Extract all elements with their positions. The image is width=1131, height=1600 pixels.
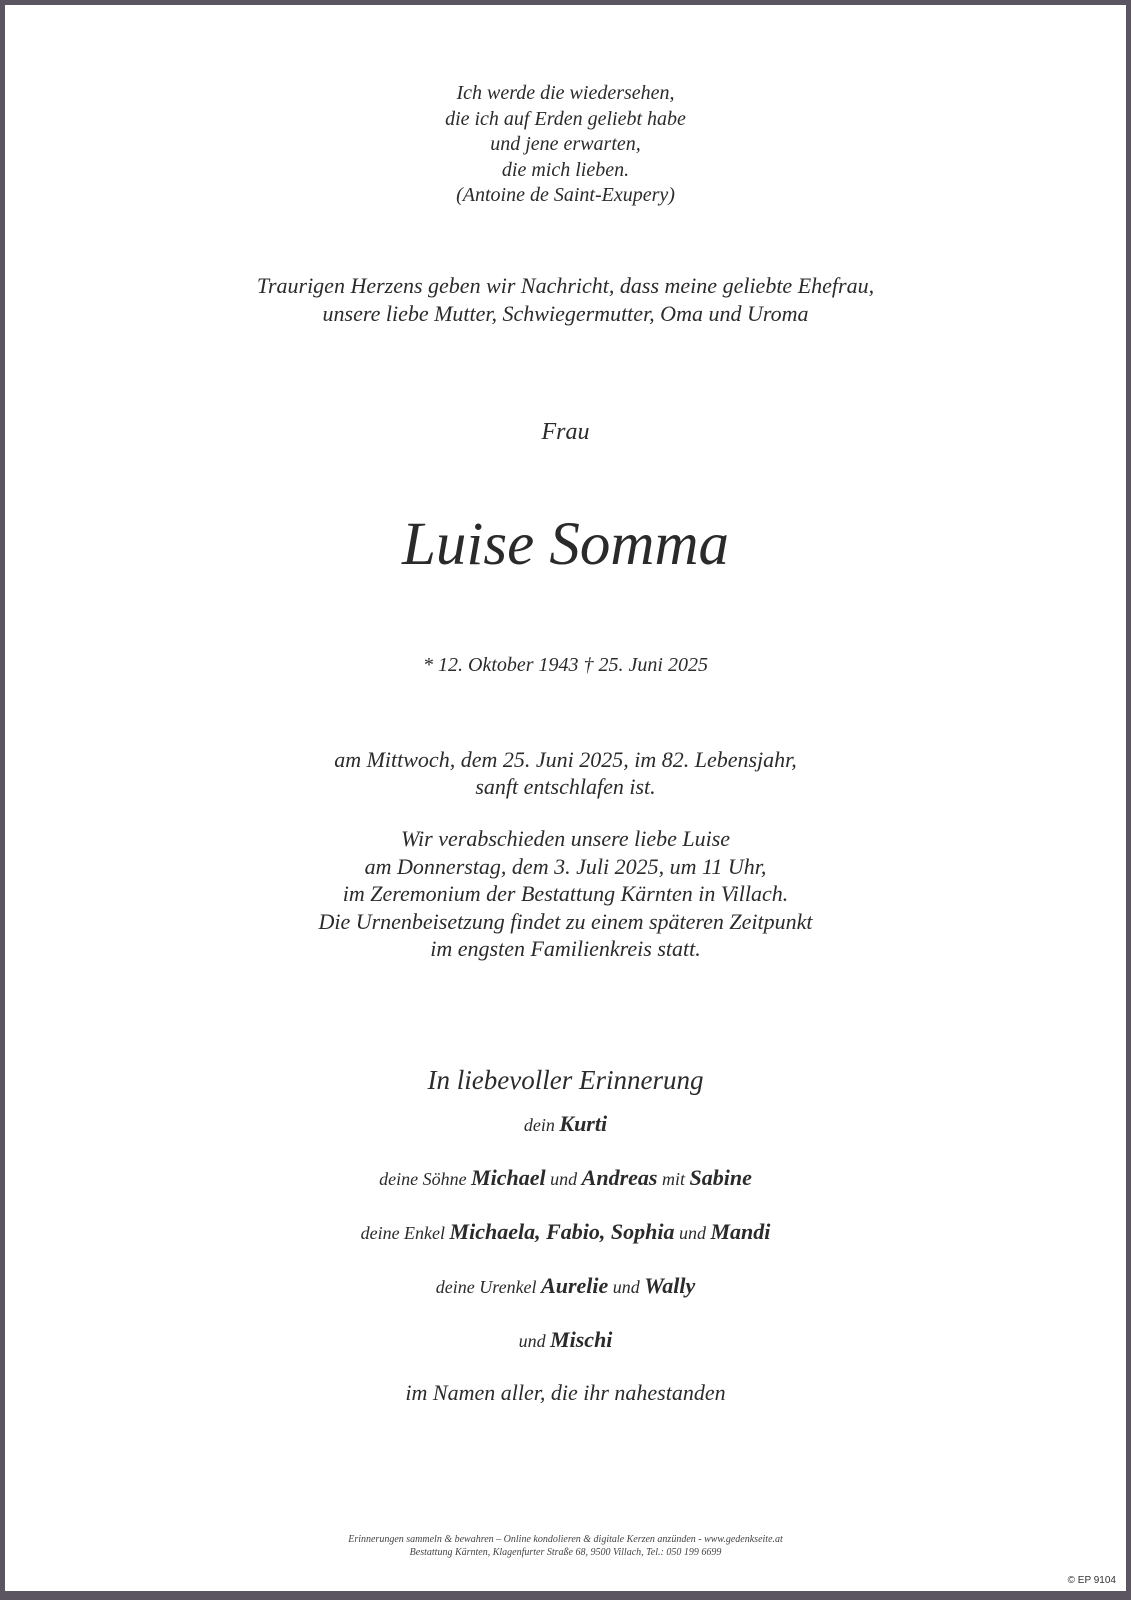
family-sons <box>5 1165 1126 1191</box>
family-name: Aurelie <box>541 1273 609 1298</box>
life-dates: * 12. Oktober 1943 † 25. Juni 2025 <box>423 654 708 676</box>
funeral-line: im engsten Familienkreis statt. <box>430 936 701 961</box>
family-name: Mandi <box>710 1219 771 1244</box>
funeral-line: am Donnerstag, dem 3. Juli 2025, um 11 Uhr, <box>364 853 767 879</box>
family-name: Michael <box>471 1165 546 1190</box>
relation-label: dein <box>523 1115 560 1135</box>
quote-line: die mich lieben. <box>501 158 630 181</box>
family-grandchildren <box>5 1219 1126 1245</box>
footer-line: Bestattung Kärnten, Klagenfurter Straße 68, 9500 Villach, Tel.: 050 199 6699 <box>409 1547 722 1558</box>
quote-line: und jene erwarten, <box>490 133 641 155</box>
passing-line: sanft entschlafen ist. <box>475 774 656 799</box>
family-name: Sabine <box>689 1165 752 1190</box>
funeral-line: im Zeremonium der Bestattung Kärnten in Villach. <box>342 881 789 906</box>
family-other <box>5 1327 1126 1353</box>
family-name: Michaela <box>449 1219 536 1244</box>
conjunction: und <box>674 1223 711 1243</box>
family-greatgrandchildren <box>5 1273 1126 1299</box>
family-name: Fabio <box>546 1219 600 1244</box>
footer-line: Erinnerungen sammeln & bewahren – Online kondolieren & digitale Kerzen anzünden - www.gedenkseite.at <box>348 1534 783 1545</box>
announcement-intro <box>5 272 1126 328</box>
relation-label: deine Söhne <box>379 1169 472 1189</box>
passing-text <box>5 746 1126 800</box>
funeral-line: Die Urnenbeisetzung findet zu einem späteren Zeitpunkt <box>318 908 813 934</box>
footer <box>5 1533 1126 1559</box>
funeral-line: Wir verabschieden unsere liebe Luise <box>400 826 731 851</box>
conjunction: und <box>545 1169 582 1189</box>
quote <box>5 81 1126 209</box>
honorific: Frau <box>541 419 590 445</box>
conjunction: mit <box>657 1169 690 1189</box>
print-code: © EP 9104 <box>1067 1575 1116 1586</box>
family-name: Wally <box>644 1273 696 1298</box>
separator: , <box>599 1219 611 1244</box>
family-name: Kurti <box>559 1111 608 1136</box>
quote-line: Ich werde die wiedersehen, <box>456 82 675 104</box>
relation-label: und <box>518 1331 551 1351</box>
intro-line: unsere liebe Mutter, Schwiegermutter, Oma und Uroma <box>322 301 809 326</box>
relation-label: deine Enkel <box>360 1223 450 1243</box>
family-name: Sophia <box>610 1219 675 1244</box>
closing-line: im Namen aller, die ihr nahestanden <box>405 1380 726 1405</box>
conjunction: und <box>608 1277 645 1297</box>
quote-line: die ich auf Erden geliebt habe <box>445 107 686 130</box>
separator: , <box>535 1219 547 1244</box>
passing-line: am Mittwoch, dem 25. Juni 2025, im 82. Lebensjahr, <box>334 747 797 772</box>
deceased-name: Luise Somma <box>401 511 730 578</box>
funeral-details <box>5 825 1126 963</box>
intro-line: Traurigen Herzens geben wir Nachricht, dass meine geliebte Ehefrau, <box>256 273 875 298</box>
memory-heading: In liebevoller Erinnerung <box>427 1065 704 1095</box>
family-name: Andreas <box>581 1165 658 1190</box>
family-name: Mischi <box>550 1327 613 1352</box>
quote-author: (Antoine de Saint-Exupery) <box>456 184 675 206</box>
relation-label: deine Urenkel <box>435 1277 542 1297</box>
family-husband <box>5 1111 1126 1137</box>
